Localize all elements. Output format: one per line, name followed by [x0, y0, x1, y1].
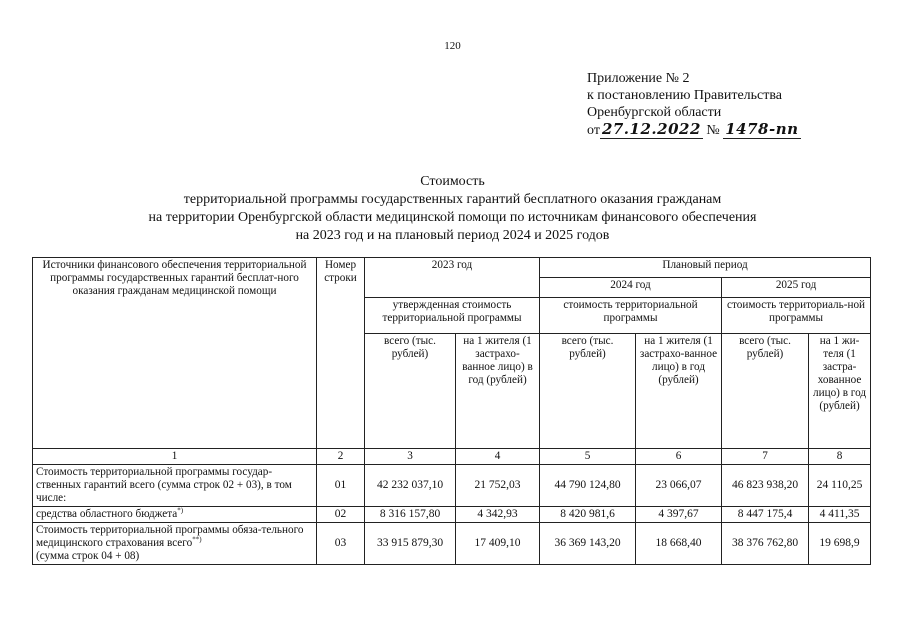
header-year-2023: 2023 год [365, 258, 540, 298]
header-per-capita-2024: на 1 жителя (1 застрахо-ванное лицо) в год (рублей) [636, 334, 722, 449]
value-total-2023: 33 915 879,30 [365, 523, 456, 565]
appendix-date-line [587, 121, 801, 139]
table-row [33, 465, 871, 507]
value-total-2025: 8 447 175,4 [722, 507, 809, 523]
title-line-3: на территории Оренбургской области медицинской помощи по источникам финансового обеспечения [148, 210, 757, 225]
table-row [33, 523, 871, 565]
header-row-number: Номер строки [317, 258, 365, 449]
column-index-row [33, 449, 871, 465]
from-label: от [587, 123, 600, 138]
value-total-2023: 42 232 037,10 [365, 465, 456, 507]
header-per-capita-2025: на 1 жи-теля (1 застра-хованное лицо) в год (рублей) [809, 334, 871, 449]
value-per-capita-2024: 18 668,40 [636, 523, 722, 565]
value-per-capita-2023: 17 409,10 [456, 523, 540, 565]
value-total-2024: 36 369 143,20 [540, 523, 636, 565]
appendix-block [587, 70, 801, 139]
cost-table [32, 257, 871, 565]
column-index: 3 [365, 449, 456, 465]
row-line-number: 02 [317, 507, 365, 523]
header-per-capita-2023: на 1 жителя (1 застрахо-ванное лицо) в год (рублей) [456, 334, 540, 449]
appendix-line-2: к постановлению Правительства [587, 88, 783, 103]
footnote-mark: *) [177, 506, 184, 515]
column-index: 7 [722, 449, 809, 465]
header-total-2025: всего (тыс. рублей) [722, 334, 809, 449]
appendix-line-3: Оренбургской области [587, 105, 722, 120]
row-name-text: Стоимость территориальной программы государ-ственных гарантий всего (сумма строк 02 + 03), в том числе: [36, 466, 292, 504]
column-index: 5 [540, 449, 636, 465]
value-per-capita-2023: 21 752,03 [456, 465, 540, 507]
value-total-2025: 38 376 762,80 [722, 523, 809, 565]
header-total-2023: всего (тыс. рублей) [365, 334, 456, 449]
value-total-2025: 46 823 938,20 [722, 465, 809, 507]
page-number: 120 [444, 40, 461, 52]
handwritten-date: 27.12.2022 [601, 120, 701, 138]
row-name [33, 465, 317, 507]
value-per-capita-2024: 4 397,67 [636, 507, 722, 523]
header-planned-period: Плановый период [540, 258, 871, 278]
title-line-2: территориальной программы государственных гарантий бесплатного оказания гражданам [183, 192, 722, 207]
row-name-suffix: (сумма строк 04 + 08) [36, 550, 140, 562]
row-name [33, 523, 317, 565]
document-title [0, 173, 905, 245]
header-approved-cost: утвержденная стоимость территориальной программы [365, 297, 540, 333]
footnote-mark: **) [192, 535, 202, 544]
value-per-capita-2023: 4 342,93 [456, 507, 540, 523]
value-total-2023: 8 316 157,80 [365, 507, 456, 523]
column-index: 2 [317, 449, 365, 465]
value-per-capita-2025: 19 698,9 [809, 523, 871, 565]
appendix-line-1: Приложение № 2 [587, 71, 690, 86]
column-index: 1 [33, 449, 317, 465]
header-cost-2024: стоимость территориальной программы [540, 297, 722, 333]
header-total-2024: всего (тыс. рублей) [540, 334, 636, 449]
column-index: 8 [809, 449, 871, 465]
header-year-2025: 2025 год [722, 277, 871, 297]
row-line-number: 03 [317, 523, 365, 565]
row-name-text: Стоимость территориальной программы обяза-тельного медицинского страхования всего [36, 524, 304, 549]
table-row [33, 507, 871, 523]
handwritten-number: 1478-пп [725, 120, 799, 138]
row-name [33, 507, 317, 523]
row-line-number: 01 [317, 465, 365, 507]
row-name-text: средства областного бюджета [36, 508, 178, 520]
value-per-capita-2025: 4 411,35 [809, 507, 871, 523]
column-index: 6 [636, 449, 722, 465]
header-sources: Источники финансового обеспечения территориальной программы государственных гарантий бесплат-ного оказания гражданам медицинской помощи [33, 258, 317, 449]
header-year-2024: 2024 год [540, 277, 722, 297]
header-cost-2025: стоимость территориаль-ной программы [722, 297, 871, 333]
value-per-capita-2024: 23 066,07 [636, 465, 722, 507]
number-label: № [706, 123, 720, 138]
title-line-1: Стоимость [420, 174, 485, 189]
value-total-2024: 44 790 124,80 [540, 465, 636, 507]
column-index: 4 [456, 449, 540, 465]
value-total-2024: 8 420 981,6 [540, 507, 636, 523]
value-per-capita-2025: 24 110,25 [809, 465, 871, 507]
title-line-4: на 2023 год и на плановый период 2024 и 2025 годов [295, 228, 610, 243]
